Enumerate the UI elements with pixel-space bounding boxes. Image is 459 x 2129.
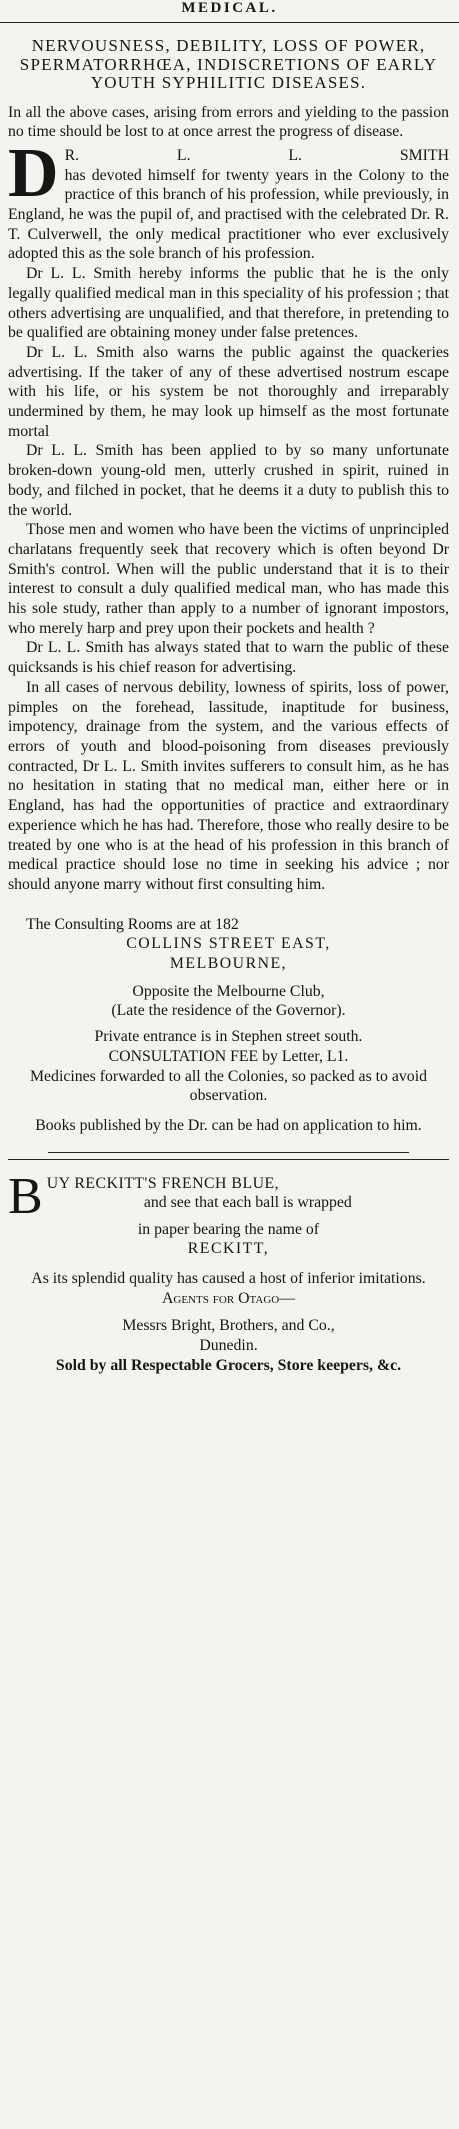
drop-cap-letter: D xyxy=(8,134,59,212)
drop-cap-letter-b: B xyxy=(8,1167,43,1225)
opposite-note: Opposite the Melbourne Club, xyxy=(132,982,325,1000)
smith-advertisement xyxy=(8,37,449,1160)
paragraph-1: has devoted himself for twenty years in the Colony to the practice of this branch of his profession, while previously, in England, he was the pupil of, and practised with the celebrated Dr. R. T. Culverwell, the only medical practitioner who ever exclusively adopted this as the sole branch of his profession. xyxy=(8,166,449,263)
intro-paragraph: In all the above cases, arising from errors and yielding to the passion no time should be lost to at once arrest the progress of disease. xyxy=(8,103,449,141)
paragraph-2: Dr L. L. Smith hereby informs the public that he is the only legally qualified medical man in this speciality of his profession ; that others advertising are unqualified, and that therefore, in pretending to be qualified are obtaining money under false pretences. xyxy=(8,265,449,342)
paragraph-3: Dr L. L. Smith also warns the public against the quackeries advertising. If the taker of any of these advertised nostrum escape with his life, or his system be not thoroughly and irreparably undermined by them, he may look up himself as the most fortunate mortal xyxy=(8,343,449,440)
reckitt-line-1: UY RECKITT'S FRENCH BLUE, xyxy=(46,1174,280,1192)
late-residence-note: (Late the residence of the Governor). xyxy=(111,1002,346,1020)
consultation-fee: CONSULTATION FEE by Letter, L1. xyxy=(108,1047,349,1065)
books-note: Books published by the Dr. can be had on application to him. xyxy=(35,1116,422,1134)
street-address: COLLINS STREET EAST, xyxy=(126,935,331,953)
reckitt-quality: As its splendid quality has caused a host of inferior imitations. xyxy=(31,1270,426,1288)
consulting-rooms-intro: The Consulting Rooms are at 182 xyxy=(26,915,239,933)
paragraph-5: Those men and women who have been the victims of unprincipled charlatans frequently seek that recovery which is often beyond Dr Smith's control. When will the public understand that it is to their interest to consult a duly qualified medical man, who has made this his sole study, rather than apply to a number of ignorant impostors, who merely harp and prey upon their pockets and health ? xyxy=(8,521,449,637)
paragraph-7: In all cases of nervous debility, lowness of spirits, loss of power, pimples on the forehead, lassitude, inaptitude for business, impotency, drainage from the system, and the various effects of errors of youth and blood-poisoning from diseases previously contracted, Dr L. L. Smith invites sufferers to consult him, as he has no hesitation in stating that no medical man, either here or in England, has had the opportunities of practice and extraordinary experience which he has had. Therefore, those who really desire to be treated by one who is at the head of his profession in this branch of medical practice should lose no time in seeking his advice ; nor should anyone marry without first consulting him. xyxy=(8,678,449,893)
medicines-note: Medicines forwarded to all the Colonies, so packed as to avoid observation. xyxy=(29,1067,427,1105)
reckitt-brand: RECKITT, xyxy=(187,1240,270,1258)
divider-full xyxy=(8,1159,449,1160)
agents-name: Messrs Bright, Brothers, and Co., xyxy=(122,1317,335,1335)
reckitt-line-2: and see that each ball is wrapped xyxy=(143,1194,352,1212)
agents-place: Dunedin. xyxy=(199,1337,258,1355)
paragraph-6: Dr L. L. Smith has always stated that to warn the public of these quicksands is his chief reason for advertising. xyxy=(8,639,449,677)
paragraph-4: Dr L. L. Smith has been applied to by so many unfortunate broken-down young-old men, utterly crushed in spirit, ruined in body, and filched in pocket, that he deems it a duty to publish this to the world. xyxy=(8,442,449,519)
city: MELBOURNE, xyxy=(169,955,288,973)
reckitt-advertisement xyxy=(8,1167,449,1376)
section-header: MEDICAL. xyxy=(0,0,459,23)
private-entrance: Private entrance is in Stephen street south. xyxy=(94,1028,363,1046)
name-line: R. L. L. SMITH xyxy=(64,146,449,164)
reckitt-line-3: in paper bearing the name of xyxy=(137,1220,320,1238)
ad-heading: NERVOUSNESS, DEBILITY, LOSS OF POWER, SPERMATORRHŒA, INDISCRETIONS OF EARLY YOUTH SYPHILITIC DISEASES. xyxy=(19,36,438,92)
divider-short xyxy=(48,1152,409,1153)
reckitt-heading xyxy=(8,1167,449,1225)
opening-paragraph xyxy=(8,134,449,264)
sold-by: Sold by all Respectable Grocers, Store keepers, &c. xyxy=(55,1356,402,1374)
agents-label: Agents for Otago— xyxy=(161,1289,296,1307)
